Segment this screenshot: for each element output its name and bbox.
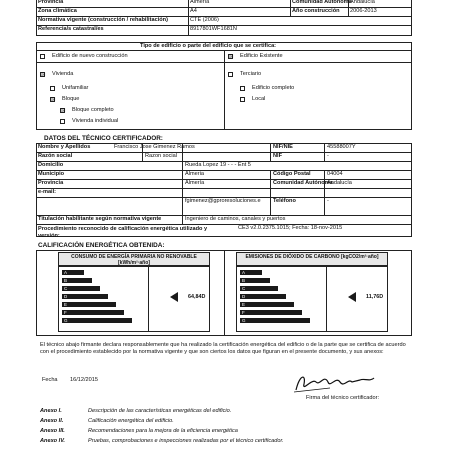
annex-2-text: Calificación energética del edificio.	[88, 418, 174, 424]
unifamiliar-checkbox[interactable]	[50, 86, 55, 91]
unifamiliar-label: Unifamiliar	[62, 85, 89, 91]
signature	[290, 370, 378, 396]
annex-3-label: Anexo III.	[40, 428, 65, 434]
cp-label: Código Postal	[273, 171, 311, 177]
new-building-checkbox[interactable]	[40, 54, 45, 59]
email-label: e-mail:	[38, 189, 57, 195]
emisiones-scale-d: D	[240, 294, 286, 299]
consumo-scale-b: B	[62, 278, 92, 283]
procedimiento-label: Procedimiento reconocido de calificación energética utilizado y versión:	[38, 226, 208, 239]
provincia-label: Provincia	[38, 0, 64, 5]
emisiones-scale-b: B	[240, 278, 270, 283]
consumo-scale-d: D	[62, 294, 108, 299]
emisiones-title: EMISIONES DE DIÓXIDO DE CARBONO [kgCO2/m²·año]	[245, 254, 379, 260]
annex-2-label: Anexo II.	[40, 418, 64, 424]
edificio-completo-checkbox[interactable]	[240, 86, 245, 91]
domicilio-label: Domicilio	[38, 162, 64, 168]
zona-label: Zona climática	[38, 8, 77, 14]
emisiones-scale-f: F	[240, 310, 302, 315]
terciario-checkbox[interactable]	[228, 72, 233, 77]
edificio-completo-label: Edificio completo	[252, 85, 295, 91]
emisiones-scale-e: E	[240, 302, 294, 307]
anio-value: 2006-2013	[350, 8, 377, 14]
nif2-value: -	[327, 153, 329, 159]
annex-4-text: Pruebas, comprobaciones e inspecciones realizadas por el técnico certificador.	[88, 438, 284, 444]
annex-1-text: Descripción de las características energéticas del edificio.	[88, 408, 232, 414]
declaration-text: El técnico abajo firmante declara responsablemente que ha realizado la certificación energética del edificio o de la parte que se certifica de acuerdo con el procedimiento establecido por la normativa vigente y que son ciertos los datos que figuran en el presente documento, y sus anexos:	[40, 342, 406, 356]
razon-label: Razón social	[38, 153, 73, 159]
provincia-value: Almería	[190, 0, 210, 5]
building-type-title: Tipo de edificio o parte del edificio que se certifica:	[140, 42, 277, 49]
vivienda-individual-checkbox[interactable]	[60, 119, 65, 124]
zona-value: A4	[190, 8, 197, 14]
nif-label: NIF/NIE	[273, 144, 293, 150]
bloque-completo-checkbox[interactable]: ☒	[61, 108, 66, 114]
fecha-label: Fecha	[42, 377, 58, 383]
comunidad2-value: Andalucía	[327, 180, 352, 186]
comunidad2-label: Comunidad Autónoma	[273, 180, 333, 186]
municipio-value: Almeria	[185, 171, 204, 177]
comunidad-label: Comunidad Autónoma	[292, 0, 352, 5]
name-value: Francisco Jose Gimenez Ramos	[114, 144, 195, 150]
local-label: Local	[252, 96, 266, 102]
name-label: Nombre y Apellidos	[38, 144, 91, 150]
bloque-label: Bloque	[62, 96, 80, 102]
normativa-value: CTE (2006)	[190, 17, 219, 23]
titulacion-label: Titulación habilitante según normativa vigente	[38, 216, 162, 222]
bloque-completo-label: Bloque completo	[72, 107, 114, 113]
anio-label: Año construcción	[292, 8, 340, 14]
new-building-label: Edificio de nuevo construcción	[52, 53, 128, 59]
fecha-value: 16/12/2015	[70, 377, 98, 383]
provincia2-label: Provincia	[38, 180, 64, 186]
consumo-title: CONSUMO DE ENERGÍA PRIMARIA NO RENOVABLE [kWh/m²·año]	[71, 254, 197, 266]
titulacion-value: Ingeniero de caminos, canales y puertos	[185, 216, 286, 222]
comunidad-value: Andalucía	[350, 0, 375, 5]
catastral-label: Referencia/s catastral/es	[38, 26, 104, 32]
annex-4-label: Anexo IV.	[40, 438, 65, 444]
consumo-scale-a: A	[62, 270, 84, 275]
existing-building-label: Edificio Existente	[240, 53, 283, 59]
email-value: fgimenez@gproresoluciones.e	[185, 198, 261, 204]
procedimiento-value: CE3 v2.0.2375.1015; Fecha: 18-nov-2015	[238, 225, 343, 231]
certifier-title: DATOS DEL TÉCNICO CERTIFICADOR:	[44, 135, 163, 142]
vivienda-checkbox[interactable]: ☒	[41, 72, 46, 78]
bloque-checkbox[interactable]: ☒	[51, 97, 56, 103]
emisiones-value: 11,76D	[366, 294, 384, 300]
existing-building-checkbox[interactable]: ☒	[229, 54, 234, 60]
vivienda-individual-label: Vivienda individual	[72, 118, 119, 124]
nif-value: 45588007Y	[327, 144, 356, 150]
consumo-scale-f: F	[62, 310, 124, 315]
rating-title: CALIFICACIÓN ENERGÉTICA OBTENIDA:	[38, 242, 165, 249]
razon-value: Razon social	[145, 153, 178, 159]
consumo-indicator-arrow	[170, 292, 178, 302]
vivienda-label: Vivienda	[52, 71, 74, 77]
terciario-label: Terciario	[240, 71, 262, 77]
municipio-label: Municipio	[38, 171, 65, 177]
emisiones-scale-c: C	[240, 286, 278, 291]
emisiones-indicator-arrow	[348, 292, 356, 302]
consumo-value: 64,84D	[188, 294, 206, 300]
catastral-value: 8917801WF1681N	[190, 26, 237, 32]
nif2-label: NIF	[273, 153, 283, 159]
local-checkbox[interactable]	[240, 97, 245, 102]
cp-value: 04004	[327, 171, 343, 177]
domicilio-value: Rueda Lopez 19 - - - Ent 5	[185, 162, 251, 168]
annex-3-text: Recomendaciones para la mejora de la eficiencia energética	[88, 428, 238, 434]
consumo-scale-e: E	[62, 302, 116, 307]
emisiones-scale-a: A	[240, 270, 262, 275]
firma-label: Firma del técnico certificador:	[306, 395, 380, 401]
consumo-scale-g: G	[62, 318, 132, 323]
provincia2-value: Almería	[185, 180, 205, 186]
consumo-scale-c: C	[62, 286, 100, 291]
emisiones-scale-g: G	[240, 318, 310, 323]
telefono-label: Teléfono	[273, 198, 296, 204]
annex-1-label: Anexo I.	[40, 408, 62, 414]
telefono-value: -	[327, 198, 329, 204]
normativa-label: Normativa vigente (construcción / rehabilitación)	[38, 17, 168, 23]
certifier-table	[36, 143, 412, 237]
